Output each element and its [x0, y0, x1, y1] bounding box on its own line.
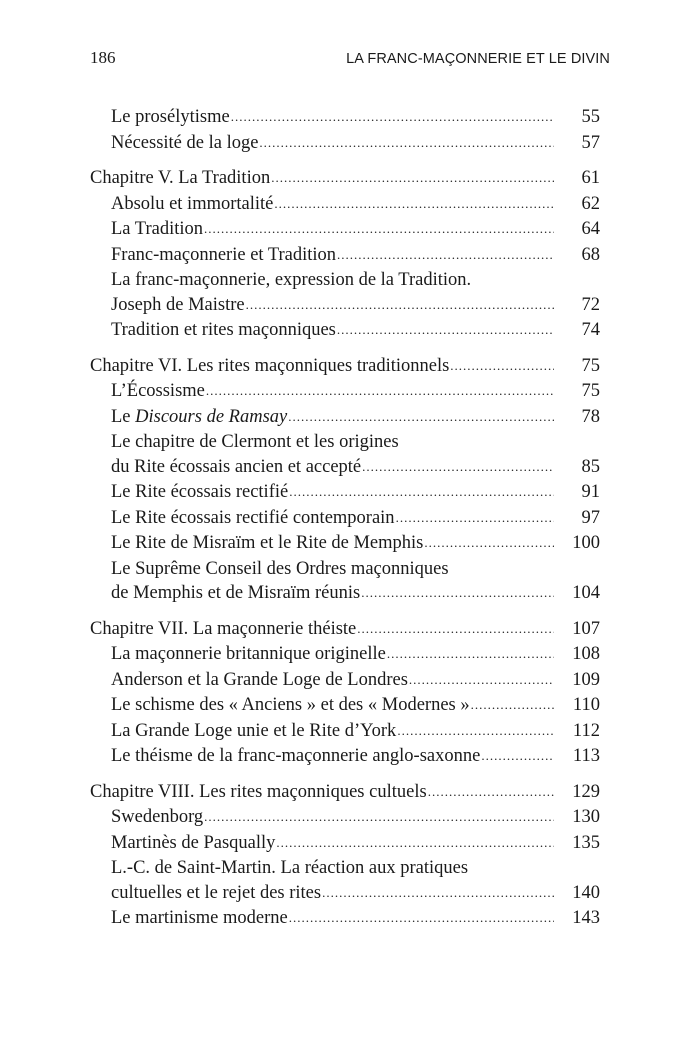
toc-entry	[90, 268, 600, 293]
dot-leader	[337, 242, 554, 268]
dot-leader	[274, 191, 554, 217]
toc-entry-title	[111, 693, 470, 718]
toc-page-number: 104	[572, 583, 600, 603]
toc-entry-title-text: Franc-maçonnerie et Tradition	[111, 244, 337, 265]
toc-page-number: 140	[572, 882, 600, 903]
toc-entry-title-text: Absolu et immortalité	[111, 193, 274, 214]
toc-page-number: 55	[581, 107, 600, 127]
toc-page-number: 91	[581, 482, 600, 502]
toc-entry-title	[90, 354, 449, 379]
toc-entry-title-text: La Tradition	[111, 219, 203, 239]
toc-entry-title	[111, 881, 321, 906]
dot-leader	[396, 505, 554, 531]
toc-entry-title-text: Le Rite de Misraïm et le Rite de Memphis	[111, 533, 424, 553]
dot-leader	[357, 616, 554, 642]
toc-entry	[90, 379, 600, 405]
dot-leader	[288, 404, 554, 430]
toc-chapter-entry	[90, 166, 600, 192]
toc-section	[90, 780, 600, 932]
toc-entry	[90, 581, 600, 607]
dot-leader	[362, 454, 554, 480]
toc-entry-title-text: L’Écossisme	[111, 381, 205, 401]
toc-entry-title	[111, 192, 273, 217]
toc-entry	[90, 668, 600, 694]
toc-page-number: 130	[572, 807, 600, 827]
toc-entry-title-text: La maçonnerie britannique originelle	[111, 644, 386, 664]
toc-entry-title	[111, 805, 203, 830]
toc-entry-title-text: Le Suprême Conseil des Ordres maçonniques	[111, 558, 449, 579]
toc-entry	[90, 557, 600, 582]
toc-page-number: 97	[581, 507, 600, 528]
dot-leader	[397, 718, 554, 744]
toc-entry-title-text: de Memphis et de Misraïm réunis	[111, 583, 361, 603]
dot-leader	[361, 580, 554, 606]
toc-entry-title	[111, 856, 468, 881]
toc-entry	[90, 719, 600, 745]
toc-entry	[90, 430, 600, 455]
toc-section	[90, 105, 600, 156]
toc-page-number: 100	[572, 533, 600, 553]
toc-entry-title	[111, 744, 480, 769]
toc-entry	[90, 480, 600, 506]
toc-page-number: 109	[572, 669, 600, 690]
toc-entry-title	[111, 831, 275, 856]
dot-leader	[387, 641, 554, 667]
toc-entry-title-text: La franc-maçonnerie, expression de la Tradition.	[111, 270, 472, 290]
toc-chapter-entry	[90, 780, 600, 806]
page-number: 186	[90, 48, 116, 67]
toc-entry	[90, 805, 600, 831]
toc-entry	[90, 856, 600, 881]
toc-entry-title-text: Le Rite écossais rectifié	[111, 482, 289, 502]
toc-entry-title	[111, 318, 336, 343]
toc-entry-title	[111, 430, 399, 455]
toc-entry-title-text: Anderson et la Grande Loge de Londres	[111, 669, 408, 690]
toc-chapter-entry	[90, 354, 600, 380]
toc-entry-title-text: La Grande Loge unie et le Rite d’York	[111, 720, 397, 741]
toc-page-number: 85	[581, 456, 600, 477]
toc-entry-title	[90, 780, 427, 805]
dot-leader	[322, 880, 554, 906]
toc-chapter-entry	[90, 617, 600, 643]
toc-page-number: 112	[572, 720, 600, 741]
dot-leader	[276, 830, 554, 856]
toc-entry-title	[90, 617, 356, 642]
toc-entry-title	[111, 581, 360, 606]
toc-entry-title-text: Le martinisme moderne	[111, 908, 288, 928]
page-header	[90, 48, 610, 68]
toc-entry-title	[111, 293, 245, 318]
toc-entry-title	[111, 906, 288, 931]
dot-leader	[289, 479, 554, 505]
toc-entry	[90, 881, 600, 907]
toc-entry	[90, 506, 600, 532]
toc-entry-title	[111, 719, 396, 744]
toc-page-number: 143	[572, 908, 600, 928]
toc-page-number: 62	[581, 193, 600, 214]
toc-entry-title-text: Martinès de Pasqually	[111, 832, 276, 853]
toc-entry-title-text: cultuelles et le rejet des rites	[111, 882, 322, 903]
dot-leader	[428, 779, 554, 805]
toc-entry	[90, 744, 600, 770]
toc-entry	[90, 217, 600, 243]
toc-page-number: 75	[581, 381, 600, 401]
table-of-contents	[90, 105, 600, 942]
toc-entry-title-text: Le Rite écossais rectifié contemporain	[111, 507, 395, 528]
toc-entry-title	[111, 642, 386, 667]
dot-leader	[289, 905, 554, 931]
toc-entry-title	[111, 243, 336, 268]
toc-page-number: 61	[581, 168, 600, 188]
toc-entry-title	[111, 531, 423, 556]
toc-page-number: 108	[572, 644, 600, 664]
toc-section	[90, 617, 600, 770]
toc-page-number: 57	[581, 132, 600, 153]
toc-entry-title-text: Le théisme de la franc-maçonnerie anglo-saxonne	[111, 746, 481, 766]
toc-entry	[90, 906, 600, 932]
toc-page-number: 68	[581, 244, 600, 265]
toc-entry	[90, 455, 600, 481]
toc-page-number: 78	[581, 406, 600, 427]
toc-entry	[90, 531, 600, 557]
dot-leader	[481, 743, 554, 769]
toc-entry	[90, 131, 600, 157]
toc-entry-title-text: Tradition et rites maçonniques	[111, 320, 336, 340]
dot-leader	[206, 378, 554, 404]
toc-entry-title-text: Joseph de Maistre	[111, 294, 245, 315]
toc-entry	[90, 105, 600, 131]
toc-entry-title	[111, 557, 449, 582]
toc-page-number: 129	[572, 781, 600, 802]
toc-entry-title	[111, 405, 287, 430]
toc-entry-title	[111, 668, 408, 693]
toc-entry-title-text: Le prosélytisme	[111, 107, 230, 127]
toc-entry-title-text: Chapitre VII. La maçonnerie théiste	[90, 618, 357, 639]
toc-entry-title	[111, 131, 258, 156]
dot-leader	[204, 804, 554, 830]
toc-entry-title-text: Le chapitre de Clermont et les origines	[111, 432, 399, 452]
toc-entry-title	[111, 506, 395, 531]
toc-entry-title-text: Chapitre V. La Tradition	[90, 168, 271, 188]
toc-page-number: 135	[572, 832, 600, 853]
dot-leader	[204, 216, 554, 242]
toc-page-number: 74	[581, 320, 600, 340]
toc-entry-title-text: Le	[111, 406, 136, 427]
dot-leader	[450, 353, 554, 379]
toc-entry	[90, 831, 600, 857]
toc-entry-title	[111, 217, 203, 242]
toc-entry-title	[111, 268, 471, 293]
dot-leader	[246, 292, 554, 318]
toc-entry	[90, 192, 600, 218]
toc-page-number: 107	[572, 618, 600, 639]
toc-entry-title-text: Le schisme des « Anciens » et des « Modernes »	[111, 695, 470, 715]
dot-leader	[337, 317, 554, 343]
toc-page-number: 113	[572, 746, 600, 766]
dot-leader	[471, 692, 554, 718]
dot-leader	[271, 165, 554, 191]
toc-entry-title	[111, 379, 205, 404]
toc-entry	[90, 243, 600, 269]
toc-entry-title	[111, 480, 288, 505]
toc-entry-title-text: Swedenborg	[111, 807, 204, 827]
running-title: LA FRANC-MAÇONNERIE ET LE DIVIN	[346, 51, 610, 67]
toc-entry-title-text: L.-C. de Saint-Martin. La réaction aux pratiques	[111, 858, 469, 878]
toc-page-number: 75	[581, 355, 600, 376]
toc-entry	[90, 318, 600, 344]
toc-entry-title-text: Chapitre VIII. Les rites maçonniques cultuels	[90, 781, 427, 802]
toc-entry-title	[90, 166, 270, 191]
toc-page-number: 64	[581, 219, 600, 239]
toc-entry-title-text: Nécessité de la loge	[111, 132, 259, 153]
toc-page-number: 72	[581, 294, 600, 315]
dot-leader	[424, 530, 554, 556]
toc-entry-title-text: Chapitre VI. Les rites maçonniques traditionnels	[90, 355, 450, 376]
toc-entry-title	[111, 105, 230, 130]
dot-leader	[231, 104, 554, 130]
toc-entry-title-italic: Discours de Ramsay	[135, 406, 288, 427]
toc-entry	[90, 693, 600, 719]
toc-section	[90, 166, 600, 344]
toc-page-number: 110	[572, 695, 600, 715]
toc-entry	[90, 405, 600, 431]
toc-entry-title-text: du Rite écossais ancien et accepté	[111, 456, 362, 477]
dot-leader	[259, 130, 554, 156]
toc-entry	[90, 293, 600, 319]
toc-section	[90, 354, 600, 607]
toc-entry-title	[111, 455, 361, 480]
dot-leader	[409, 667, 554, 693]
toc-entry	[90, 642, 600, 668]
